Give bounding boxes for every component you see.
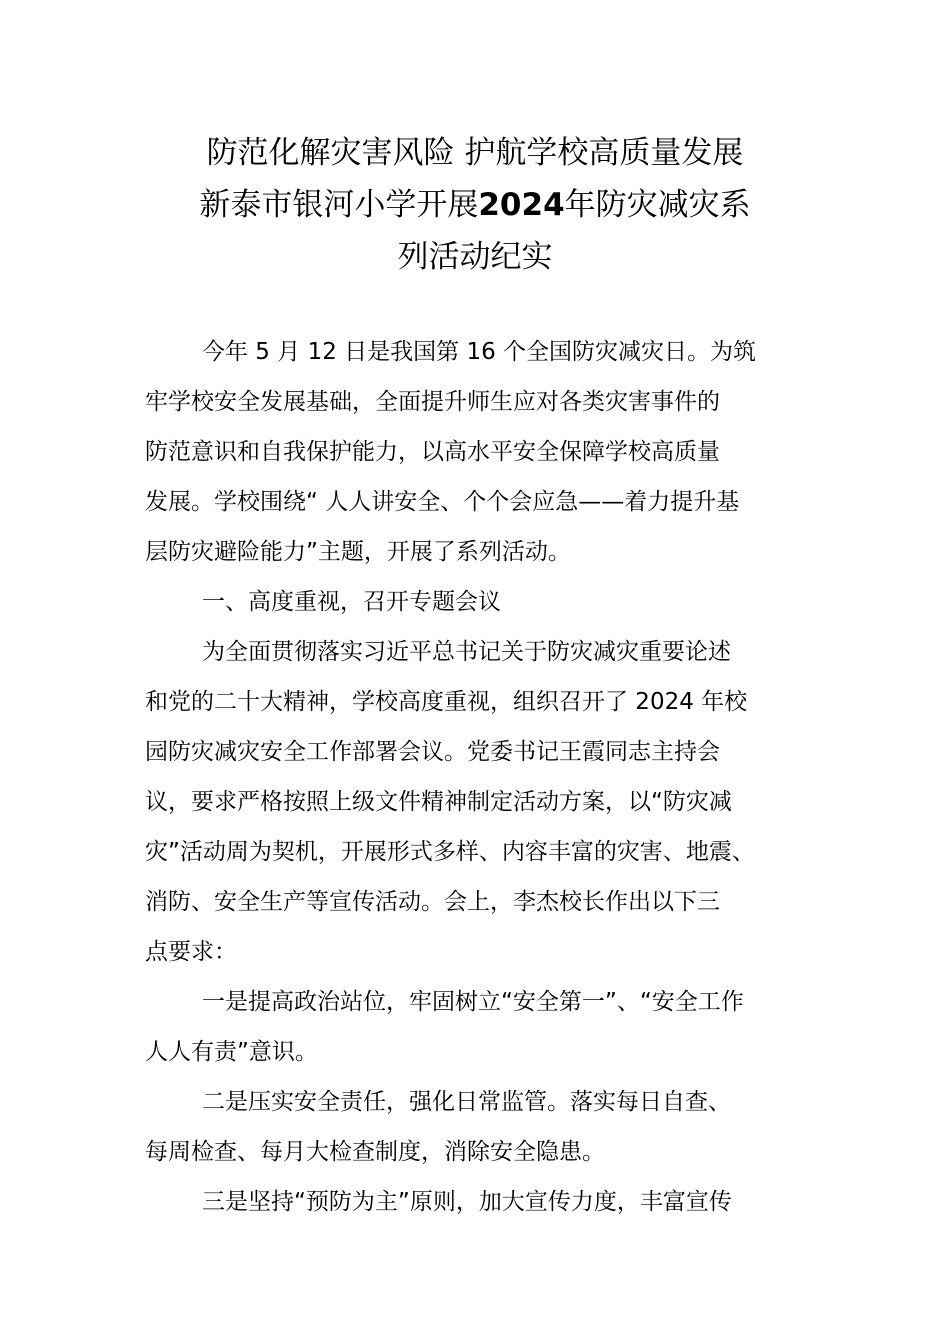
paragraph-line: 二是压实安全责任，强化日常监管。落实每日自查、	[202, 1089, 731, 1115]
paragraph-line: 一是提高政治站位，牢固树立“安全第一”、“安全工作	[202, 989, 744, 1015]
paragraph-line: 今年 5 月 12 日是我国第 16 个全国防灾减灾日。为筑	[202, 339, 757, 365]
paragraph-line: 议，要求严格按照上级文件精神制定活动方案，以“防灾减	[145, 789, 732, 815]
paragraph-line: 人人有责”意识。	[145, 1039, 318, 1065]
paragraph-line: 点要求：	[145, 939, 237, 965]
section-heading: 一、高度重视，召开专题会议	[202, 589, 501, 615]
paragraph-line: 消防、安全生产等宣传活动。会上，李杰校长作出以下三	[145, 889, 720, 915]
document-title	[140, 127, 810, 283]
title-line-3: 列活动纪实	[397, 239, 553, 275]
title-line-2-prefix: 新泰市银河小学开展	[199, 187, 479, 223]
paragraph-line: 牢学校安全发展基础，全面提升师生应对各类灾害事件的	[145, 389, 720, 415]
paragraph-line: 和党的二十大精神，学校高度重视，组织召开了 2024 年校	[145, 689, 748, 715]
title-line-2	[140, 179, 810, 231]
paragraph-line: 层防灾避险能力”主题，开展了系列活动。	[145, 539, 571, 565]
title-line-2-suffix: 年防灾减灾系	[564, 187, 751, 223]
paragraph-line: 园防灾减灾安全工作部署会议。党委书记王霞同志主持会	[145, 739, 720, 765]
paragraph-line: 三是坚持“预防为主”原则，加大宣传力度，丰富宣传	[202, 1189, 732, 1215]
paragraph-line: 灾”活动周为契机，开展形式多样、内容丰富的灾害、地震、	[145, 839, 755, 865]
title-year: 2024	[478, 187, 565, 223]
title-line-1: 防范化解灾害风险 护航学校高质量发展	[206, 135, 744, 171]
paragraph-line: 为全面贯彻落实习近平总书记关于防灾减灾重要论述	[202, 639, 731, 665]
paragraph-line: 每周检查、每月大检查制度，消除安全隐患。	[145, 1139, 605, 1165]
paragraph-line: 防范意识和自我保护能力，以高水平安全保障学校高质量	[145, 439, 720, 465]
paragraph-line: 发展。学校围绕“ 人人讲安全、个个会应急——着力提升基	[145, 489, 740, 515]
document-body	[145, 327, 815, 1227]
